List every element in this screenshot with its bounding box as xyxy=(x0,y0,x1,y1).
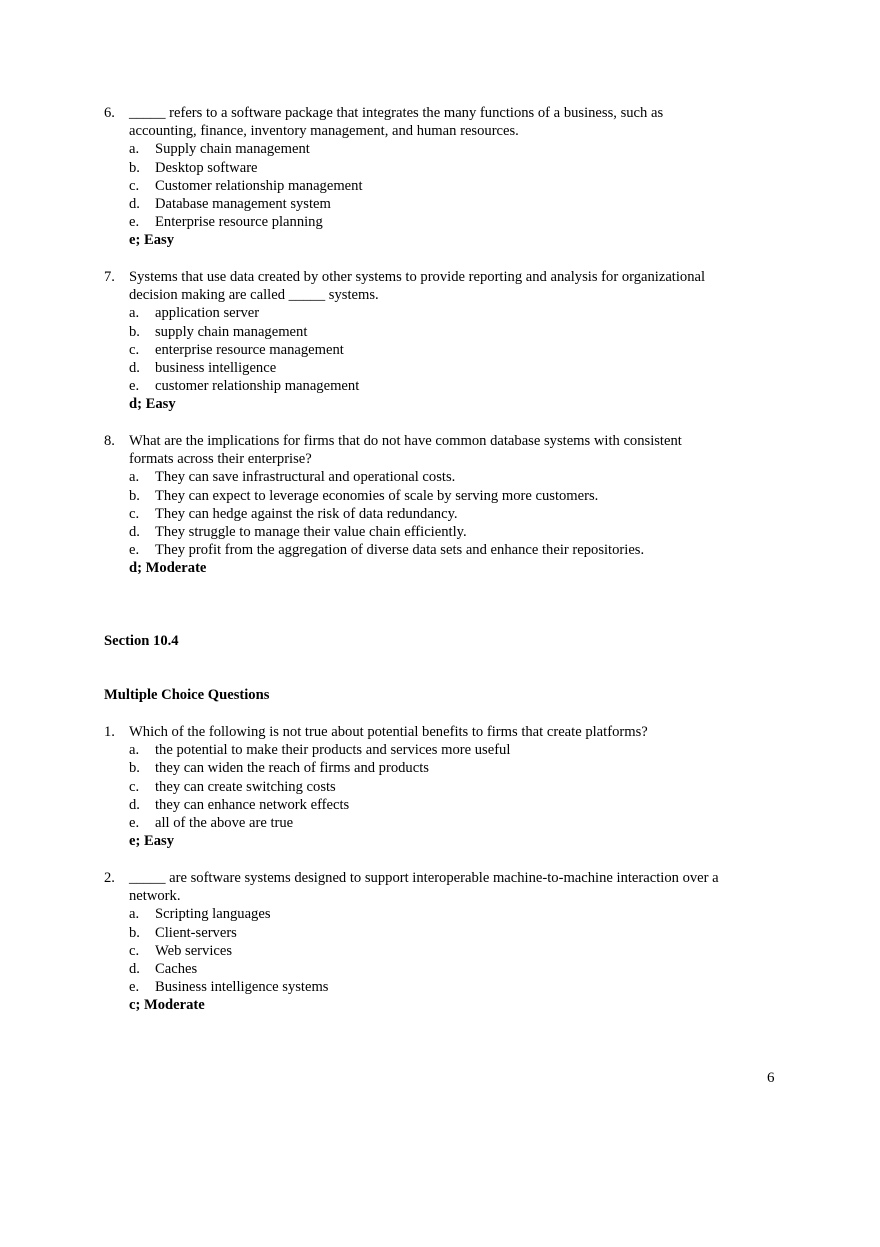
option-text: Web services xyxy=(155,942,233,959)
option-e xyxy=(104,213,784,231)
question-number: 6. xyxy=(104,105,115,121)
option-letter: c. xyxy=(129,341,140,358)
question-text-line: accounting, finance, inventory management, and human resources. xyxy=(129,123,519,140)
answer-key: c; Moderate xyxy=(129,997,205,1014)
option-letter: a. xyxy=(129,742,140,759)
option-d xyxy=(104,523,784,541)
option-letter: d. xyxy=(129,960,140,977)
question-text-line: What are the implications for firms that do not have common database systems with consistent xyxy=(129,433,682,449)
option-c xyxy=(104,341,784,359)
option-letter: e. xyxy=(129,378,140,395)
option-letter: c. xyxy=(129,505,140,522)
option-text: Business intelligence systems xyxy=(155,979,329,996)
option-letter: a. xyxy=(129,141,140,158)
option-letter: d. xyxy=(129,195,140,212)
option-b xyxy=(104,924,784,942)
option-c xyxy=(104,778,784,796)
option-e xyxy=(104,814,784,832)
option-a xyxy=(104,140,784,158)
option-letter: b. xyxy=(129,323,140,340)
option-d xyxy=(104,195,784,213)
question-text-line: _____ are software systems designed to support interoperable machine-to-machine interaction over a xyxy=(129,870,719,886)
option-text: Enterprise resource planning xyxy=(155,214,323,231)
question-text-line: Which of the following is not true about potential benefits to firms that create platforms? xyxy=(129,724,648,740)
answer-key: d; Easy xyxy=(129,396,176,413)
subsection-heading: Multiple Choice Questions xyxy=(104,687,270,703)
question-text-line: _____ refers to a software package that integrates the many functions of a business, such as xyxy=(129,105,664,121)
option-text: application server xyxy=(155,305,260,322)
option-text: Customer relationship management xyxy=(155,177,363,194)
option-a xyxy=(104,468,784,486)
option-letter: e. xyxy=(129,542,140,559)
question-number: 7. xyxy=(104,269,115,285)
option-text: customer relationship management xyxy=(155,378,360,395)
option-text: Supply chain management xyxy=(155,141,310,158)
option-letter: a. xyxy=(129,906,140,923)
option-letter: a. xyxy=(129,305,140,322)
question-7 xyxy=(104,268,784,414)
option-text: they can create switching costs xyxy=(155,778,336,795)
option-a xyxy=(104,741,784,759)
option-b xyxy=(104,759,784,777)
option-text: They can hedge against the risk of data redundancy. xyxy=(155,505,458,522)
option-e xyxy=(104,377,784,395)
option-text: the potential to make their products and services more useful xyxy=(155,742,511,759)
option-letter: c. xyxy=(129,778,140,795)
option-letter: b. xyxy=(129,760,140,777)
option-text: Desktop software xyxy=(155,159,258,176)
option-a xyxy=(104,304,784,322)
option-b xyxy=(104,323,784,341)
answer-key: e; Easy xyxy=(129,232,174,249)
option-letter: b. xyxy=(129,159,140,176)
answer-key: d; Moderate xyxy=(129,560,207,577)
question-text-line: decision making are called _____ systems. xyxy=(129,287,379,304)
option-letter: e. xyxy=(129,979,140,996)
option-letter: d. xyxy=(129,359,140,376)
option-text: They can save infrastructural and operational costs. xyxy=(155,469,456,486)
question-text-line: formats across their enterprise? xyxy=(129,451,312,468)
option-letter: a. xyxy=(129,469,140,486)
option-letter: c. xyxy=(129,942,140,959)
option-d xyxy=(104,359,784,377)
option-letter: d. xyxy=(129,796,140,813)
option-c xyxy=(104,942,784,960)
option-text: all of the above are true xyxy=(155,814,294,831)
section-question-1 xyxy=(104,723,784,850)
option-text: they can widen the reach of firms and products xyxy=(155,760,429,777)
question-number: 8. xyxy=(104,433,115,449)
option-c xyxy=(104,177,784,195)
option-d xyxy=(104,960,784,978)
section-question-2 xyxy=(104,869,784,1015)
option-d xyxy=(104,796,784,814)
option-letter: b. xyxy=(129,487,140,504)
option-a xyxy=(104,905,784,923)
option-text: business intelligence xyxy=(155,359,277,376)
option-letter: b. xyxy=(129,924,140,941)
option-text: Database management system xyxy=(155,195,331,212)
option-text: They can expect to leverage economies of scale by serving more customers. xyxy=(155,487,599,504)
question-text-line: Systems that use data created by other systems to provide reporting and analysis for organizational xyxy=(129,269,706,285)
option-text: Scripting languages xyxy=(155,906,271,923)
option-text: Client-servers xyxy=(155,924,237,941)
option-b xyxy=(104,159,784,177)
option-letter: e. xyxy=(129,214,140,231)
section-heading: Section 10.4 xyxy=(104,633,179,649)
option-c xyxy=(104,505,784,523)
option-text: They profit from the aggregation of diverse data sets and enhance their repositories. xyxy=(155,542,645,559)
option-text: Caches xyxy=(155,960,198,977)
question-8 xyxy=(104,432,784,578)
option-text: supply chain management xyxy=(155,323,308,340)
option-text: they can enhance network effects xyxy=(155,796,350,813)
option-e xyxy=(104,978,784,996)
question-text-line: network. xyxy=(129,888,181,905)
option-b xyxy=(104,487,784,505)
page-number: 6 xyxy=(767,1070,775,1086)
option-e xyxy=(104,541,784,559)
question-number: 1. xyxy=(104,724,115,740)
answer-key: e; Easy xyxy=(129,833,174,850)
question-number: 2. xyxy=(104,870,115,886)
option-letter: c. xyxy=(129,177,140,194)
question-6 xyxy=(104,104,784,250)
option-letter: e. xyxy=(129,814,140,831)
option-text: They struggle to manage their value chain efficiently. xyxy=(155,523,467,540)
option-text: enterprise resource management xyxy=(155,341,344,358)
option-letter: d. xyxy=(129,523,140,540)
